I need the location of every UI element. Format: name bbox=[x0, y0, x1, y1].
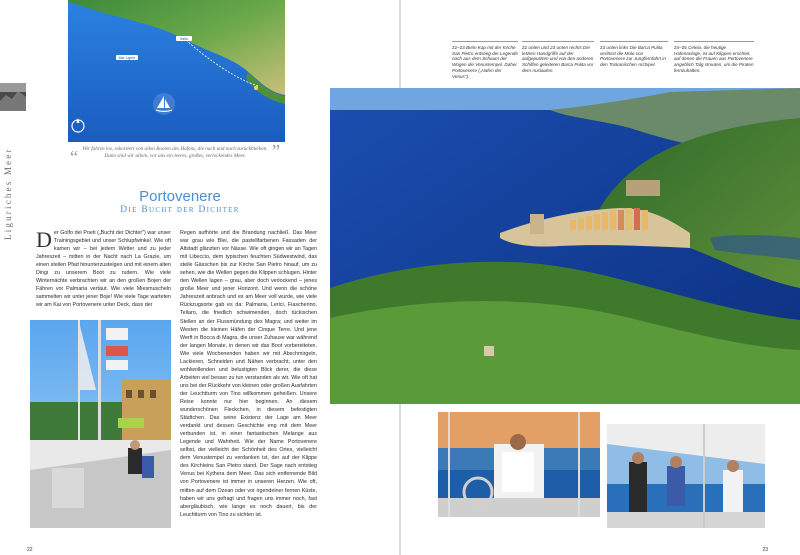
quote-close-icon: ” bbox=[272, 141, 280, 161]
sailboat-icon bbox=[153, 93, 175, 115]
aerial-photo-portovenere bbox=[330, 88, 800, 404]
page-number-right: 23 bbox=[762, 547, 768, 553]
section-label: Liguriches Meer bbox=[3, 147, 13, 240]
body-text-1: er Golfo dei Poeti („Bucht der Dichter") war unser Trainingsgebiet und unser Schlupfwinkel. Wie oft kamen wir – bei jedem Wetter und zu jeder Jahreszeit – mitten in der Nacht nach La Grazie, um einen steilen Pfad hinunterzusteigen und mit einem alten Dingi zu unserem Boot zu rudern. Wie viele Winternächte verbrachten wir an den großen Bojen der Fähren vor Palmaria vertäut. Wie viele Miesmuscheln sammelten wir unter jener Boje! Wie viele Tage warteten wir am Kai von Portovenere unter Deck, dass der bbox=[36, 230, 171, 309]
body-text-2: Regen aufhörte und die Brandung nachließ. Das Meer war grau wie Blei, die pastellfarbenen Fassaden der Altstadt glänzten vor Nässe. Wie oft gingen wir an Tagen mit Libeccio, dem typischen feuchten Südwestwind, das steile Gässchen bis zur Kirche San Pietro hinauf, um zu sehen, wie die Wellen gegen die Klippen schlugen. Hinter den Wellen lagen – grau, aber doch verlockend – jenes große Meer und jener Horizont. Und wenn die schöne Jahreszeit anbrach und es am Meer voll wurde, wie viele Rückzugsorte gab es da: Palmaria, Lerici, Fiascherino, Tellaro, die friedlich schwimenden, doch tückischen Stellen an der Flussmündung des Magra; und weiter im Westen die kleinen Häfen der Cinque Terre. Und jene Werft in Bocca di Magra, die unser Zuhause war während der langen Monate, in denen wir das Boot vorbereiteten. Wie viele Wochenenden haben wir mit Abschmirgeln, Lackieren, Schneiden und Nähen verbracht, unter den wohlwollenden und belustigten Blick derer, die diese Arbeiten viel besser zu tun verstanden als wir. Wie oft hat uns bei der Rückkehr von kleinen oder großen Ausfahrten der Leuchtturm von Tino willkommen geheißen. Unsere Reise konnte nur hier beginnen. An diesem wunderschönen Fleckchen, in diesem befestigten Städtchen. Das seine Existenz der Lage am Meer verdankt und dessen Geschichte eng mit dem Meer verbunden ist, in einer fantastischen Melange aus Legende und Wahrheit. Wie der Name Portovenere selbst, der vielleicht der Schönheit des Ortes, vielleicht dem Venustempel zu verdanken ist, der auf der Klippe des Kirchleins San Pietro stand. Der Sage nach entstieg Venus bei Kythera dem Meer. Das sich entfernende Bild von Portovenere ist immer in unseren Herzen. Wie oft, mitten auf dem Ozean oder vor irgendeiner fernen Küste, haben wir uns gefragt und fragen uns immer noch, fast abergläubisch, wie lange es noch dauert, bis der Leuchtturm von Tino zu sichten ist. bbox=[180, 230, 317, 518]
caption-4: 24–25 Celeia, die heutige Hafenanlage, ist auf Klippen errichtet, auf denen die Frauen aus Portovenere angeblich Talg streuten, um die Piraten fernzuhalten. bbox=[674, 45, 754, 73]
article-title: Portovenere bbox=[139, 188, 221, 205]
section-thumbnail bbox=[0, 83, 26, 111]
map-label-sea: Mar Ligure bbox=[118, 56, 136, 60]
map-label-italia: Italia bbox=[180, 37, 188, 41]
map-graphic bbox=[68, 0, 285, 142]
crew-photo-2 bbox=[607, 424, 765, 528]
caption-2: 22 unten und 23 unten rechts Die letzten Handgriffe auf der aufgeputzten und von den anderen Schiffen geleiteten Barca Pulita vor dem Auslaufen. bbox=[522, 45, 594, 73]
route-map bbox=[68, 0, 285, 142]
crew-photo-1 bbox=[438, 412, 600, 517]
sailboat-photo bbox=[30, 320, 171, 528]
photo-captions bbox=[452, 45, 778, 79]
drop-cap: D bbox=[36, 227, 52, 252]
body-column-2 bbox=[180, 229, 317, 519]
page-number-left: 22 bbox=[27, 547, 33, 553]
section-side-tab bbox=[1, 112, 15, 240]
article-subtitle: Die Bucht der Dichter bbox=[120, 205, 240, 215]
portovenere-marker bbox=[254, 86, 258, 90]
caption-3: 23 unten links Die Barca Pulita verlässt die Mole von Portovenere zur Jungfernfahrt in den Toskanischen Archipel. bbox=[600, 45, 666, 68]
quote-open-icon: “ bbox=[70, 147, 78, 167]
caption-1: 22–23 Beim Kap mit der Kirche San Pietro entstieg der Legende nach aus dem Schaum der Wogen die Venustempel. Daher Portovenere („Hafen der Venus"). bbox=[452, 45, 518, 79]
map-caption: Wir fahren los, eskortiert von allen Booten des Hafens, die nach und nach zurückbleiben. Dann sind wir allein, vor uns ein leeres, großes, verlockendes Meer. bbox=[82, 146, 268, 159]
body-column-1 bbox=[36, 229, 171, 309]
